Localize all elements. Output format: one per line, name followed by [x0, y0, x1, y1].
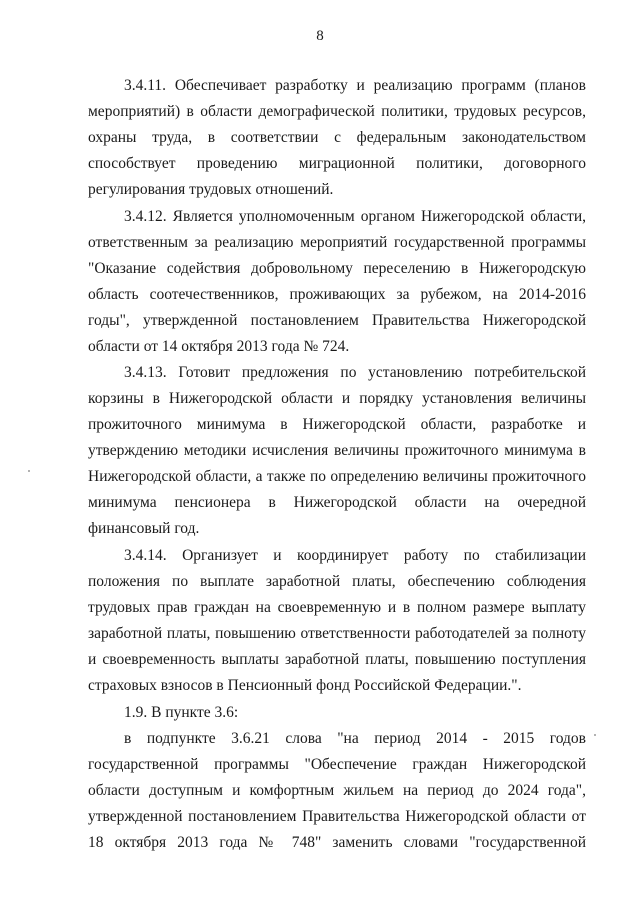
- text-line: 3.4.12. Является уполномоченным органом Нижегородской области,: [124, 208, 586, 225]
- text-line: корзины в Нижегородской области и порядку установления величины: [88, 390, 586, 407]
- text-line: область соотечественников, проживающих за рубежом, на 2014-2016: [88, 286, 586, 303]
- text-line: утвержденной постановлением Правительства Нижегородской области от: [88, 808, 586, 825]
- text-line: 3.4.14. Организует и координирует работу по стабилизации: [124, 547, 586, 564]
- text-line: страховых взносов в Пенсионный фонд Российской Федерации.".: [88, 677, 522, 694]
- text-line: государственной программы "Обеспечение граждан Нижегородской: [88, 756, 586, 773]
- text-line: заработной платы, повышению ответственности работодателей за полноту: [88, 625, 586, 642]
- text-line: "Оказание содействия добровольному переселению в Нижегородскую: [88, 260, 586, 277]
- text-line: в подпункте 3.6.21 слова "на период 2014 - 2015 годов: [124, 730, 586, 747]
- text-line: 18 октября 2013 года № 748" заменить словами "государственной: [88, 834, 586, 851]
- text-line: и своевременность выплаты заработной платы, повышению поступления: [88, 651, 586, 668]
- text-line: Нижегородской области, а также по определению величины прожиточного: [88, 468, 586, 485]
- text-line: положения по выплате заработной платы, обеспечению соблюдения: [88, 573, 586, 590]
- text-line: утверждению методики исчисления величины прожиточного минимума в: [88, 442, 586, 459]
- text-line: 3.4.11. Обеспечивает разработку и реализацию программ (планов: [124, 77, 586, 94]
- text-line: способствует проведению миграционной политики, договорного: [88, 155, 586, 172]
- text-line: 3.4.13. Готовит предложения по установлению потребительской: [124, 364, 586, 381]
- text-line: охраны труда, в соответствии с федеральным законодательством: [88, 129, 586, 146]
- text-line: минимума пенсионера в Нижегородской области на очередной: [88, 494, 586, 511]
- text-line: области от 14 октября 2013 года № 724.: [88, 338, 350, 355]
- text-line: области доступным и комфортным жильем на период до 2024 года",: [88, 782, 586, 799]
- text-line: регулирования трудовых отношений.: [88, 181, 334, 198]
- scan-speck: [594, 734, 596, 736]
- text-line: 1.9. В пункте 3.6:: [124, 704, 239, 721]
- page-number: 8: [316, 28, 324, 44]
- text-line: ответственным за реализацию мероприятий государственной программы: [88, 234, 586, 251]
- text-line: годы", утвержденной постановлением Правительства Нижегородской: [88, 312, 586, 329]
- text-line: финансовый год.: [88, 520, 200, 537]
- text-line: трудовых прав граждан на своевременную и в полном размере выплату: [88, 599, 586, 616]
- scan-speck: [28, 470, 30, 472]
- text-line: прожиточного минимума в Нижегородской области, разработке и: [88, 416, 586, 433]
- text-line: мероприятий) в области демографической политики, трудовых ресурсов,: [88, 103, 586, 120]
